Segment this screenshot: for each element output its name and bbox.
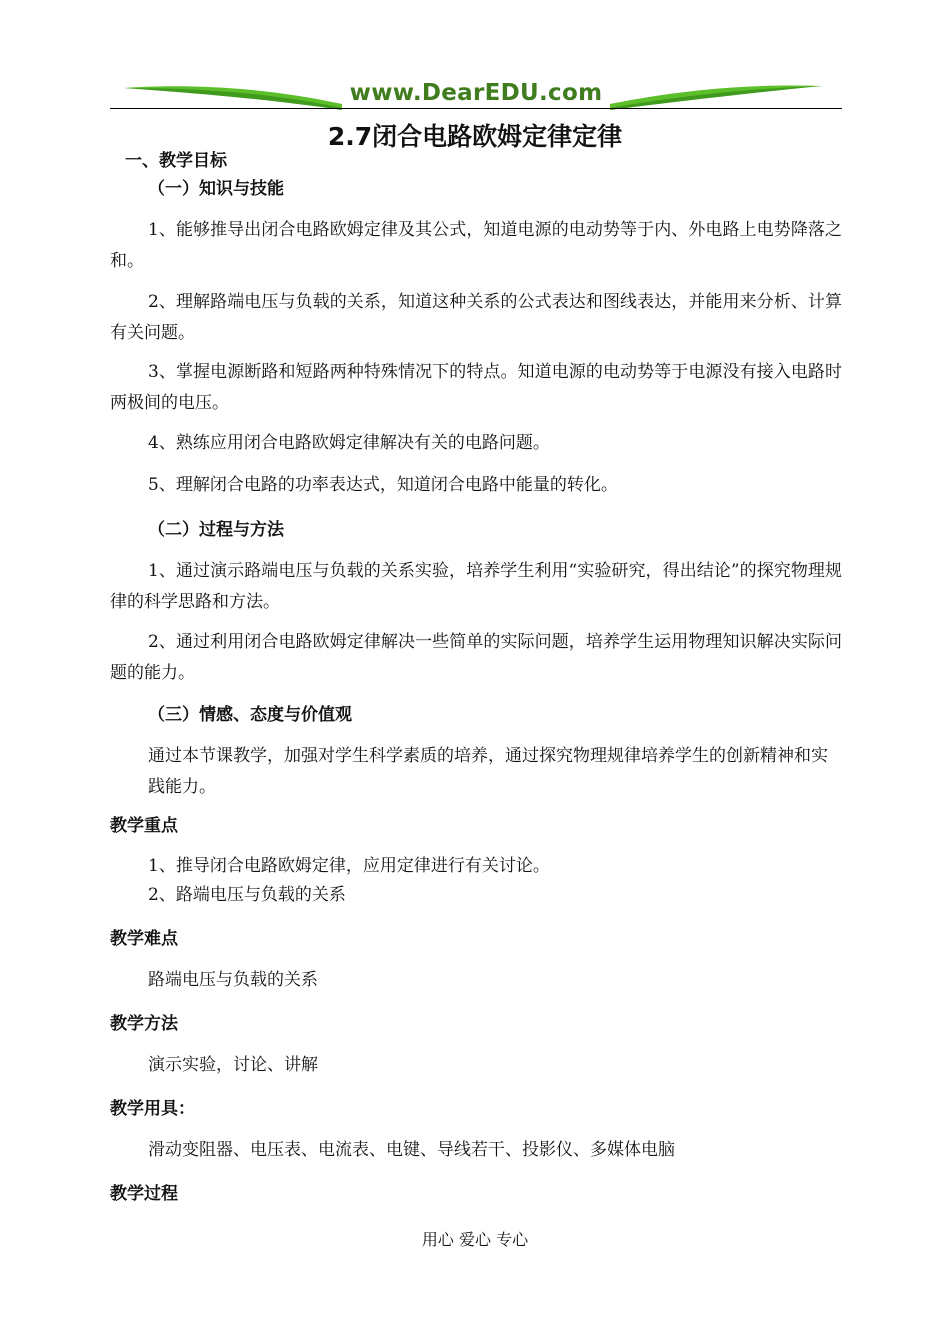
paragraph: 路端电压与负载的关系	[148, 970, 318, 990]
heading-key-points: 教学重点	[110, 816, 178, 836]
section-heading-objectives: 一、教学目标	[125, 151, 227, 171]
paragraph: 滑动变阻器、电压表、电流表、电键、导线若干、投影仪、多媒体电脑	[148, 1140, 675, 1160]
paragraph: 通过本节课教学，加强对学生科学素质的培养，通过探究物理规律培养学生的创新精神和实践能力。	[148, 746, 828, 797]
heading-difficulties: 教学难点	[110, 929, 178, 949]
list-item: 2、通过利用闭合电路欧姆定律解决一些简单的实际问题，培养学生运用物理知识解决实际问题的能力。	[110, 632, 842, 683]
paragraph: 演示实验，讨论、讲解	[148, 1055, 318, 1075]
subsection-heading-values: （三）情感、态度与价值观	[148, 705, 352, 725]
site-header	[110, 78, 842, 112]
list-item: 5、理解闭合电路的功率表达式，知道闭合电路中能量的转化。	[148, 475, 618, 495]
heading-process: 教学过程	[110, 1184, 178, 1204]
page-footer: 用心 爱心 专心	[421, 1230, 529, 1249]
list-item: 2、路端电压与负载的关系	[148, 885, 346, 905]
page-title: 2.7闭合电路欧姆定律定律	[327, 122, 623, 151]
subsection-heading-knowledge: （一）知识与技能	[148, 179, 284, 199]
list-item: 4、熟练应用闭合电路欧姆定律解决有关的电路问题。	[148, 433, 550, 453]
list-item: 1、能够推导出闭合电路欧姆定律及其公式，知道电源的电动势等于内、外电路上电势降落之和。	[110, 220, 842, 271]
list-item: 1、推导闭合电路欧姆定律，应用定律进行有关讨论。	[148, 856, 550, 876]
heading-methods: 教学方法	[110, 1014, 178, 1034]
list-item: 2、理解路端电压与负载的关系，知道这种关系的公式表达和图线表达，并能用来分析、计算有关问题。	[110, 292, 842, 343]
list-item: 1、通过演示路端电压与负载的关系实验，培养学生利用“实验研究，得出结论”的探究物理规律的科学思路和方法。	[110, 561, 842, 612]
header-divider	[110, 108, 842, 109]
list-item: 3、掌握电源断路和短路两种特殊情况下的特点。知道电源的电动势等于电源没有接入电路时两极间的电压。	[110, 362, 842, 413]
site-logo[interactable]: www.DearEDU.com	[349, 80, 603, 106]
subsection-heading-process: （二）过程与方法	[148, 520, 284, 540]
heading-tools: 教学用具：	[110, 1099, 195, 1119]
